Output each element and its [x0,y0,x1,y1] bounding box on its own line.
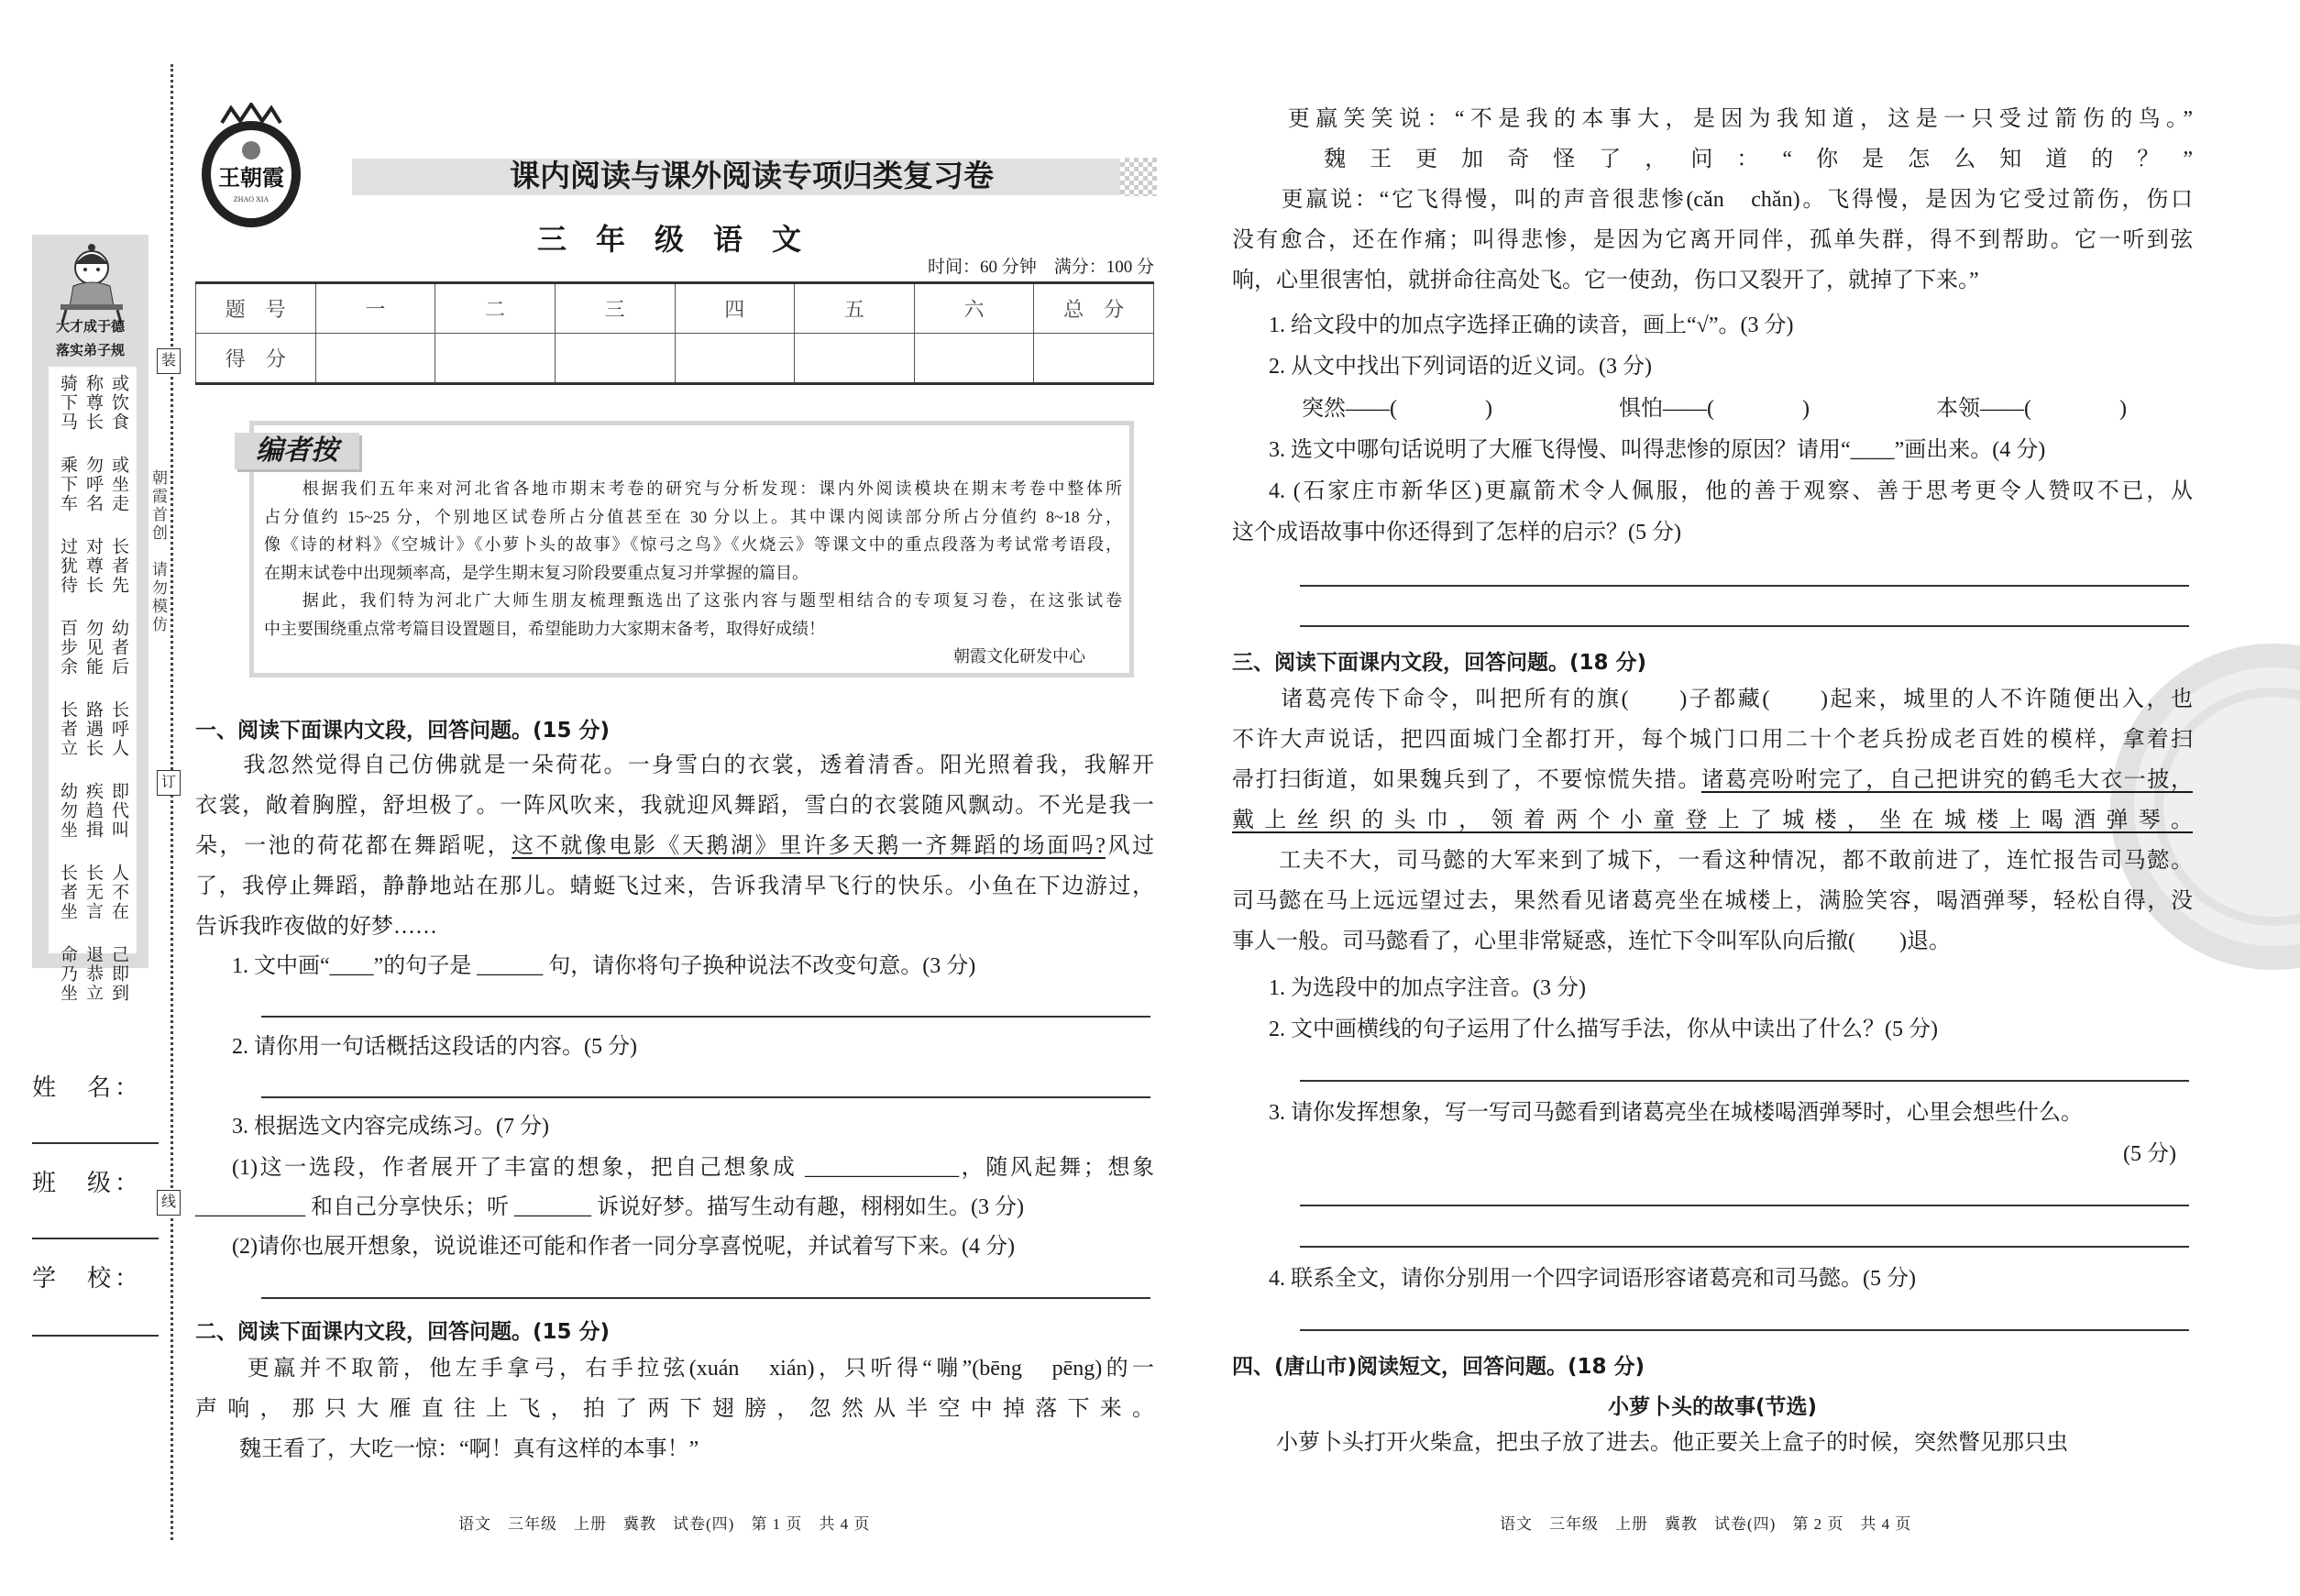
passage-line: 工夫不大，司马懿的大军来到了城下，一看这种情况，都不敢前进了，连忙报告司马懿。 [1232,849,2193,873]
question-1-2: 2. 请你用一句话概括这段话的内容。(5 分) [232,1035,637,1059]
question-2-2: 2. 从文中找出下列词语的近义词。(3 分) [1269,355,1652,379]
section-1-passage [195,745,1154,947]
passage-line [1232,800,2193,841]
rule-block [54,945,131,1003]
story-title: 小萝卜头的故事(节选) [1607,1395,1818,1419]
svg-text:ZHAO XIA: ZHAO XIA [233,195,270,204]
table-cell: 三 [555,283,675,334]
school-label: 学 校： [32,1265,143,1292]
section-4-passage [1232,1423,2193,1463]
section-1-heading: 一、阅读下面课内文段，回答问题。(15 分) [195,719,611,743]
table-cell: 得 分 [196,334,316,384]
rule-phrase: 命乃坐 [58,945,77,1003]
question-3-2: 2. 文中画横线的句子运用了什么描写手法，你从中读出了什么？(5 分) [1269,1018,1938,1041]
rule-phrase: 人不在 [109,864,128,921]
score-cell[interactable] [555,334,675,384]
answer-line[interactable] [1300,1246,2189,1248]
synonym-blank[interactable]: 本领——( ) [1936,397,2127,421]
rule-phrase: 或饮食 [109,374,128,432]
editor-note-tab: 编者按 [235,433,359,469]
rule-phrase: 长无言 [83,864,103,921]
answer-line[interactable] [1300,1329,2189,1331]
rule-phrase: 长者立 [58,700,77,758]
binding-dotted-line [171,64,173,1540]
passage-text: 帚打扫街道，如果魏兵到了，不要惊慌失措。 [1232,768,1701,792]
question-3-1: 1. 为选段中的加点字注音。(3 分) [1269,976,1586,1000]
table-cell: 一 [315,283,435,334]
answer-line[interactable] [1300,1080,2189,1082]
rule-phrase: 骑下马 [58,374,77,432]
rule-phrase: 勿见能 [83,619,103,677]
section-3-heading: 三、阅读下面课内文段，回答问题。(18 分) [1232,651,1647,675]
passage-line: 衣裳，敞着胸膛，舒坦极了。一阵风吹来，我就迎风舞蹈，雪白的衣裳随风飘动。不光是我一 [195,794,1154,818]
name-label: 姓 名： [32,1074,143,1101]
section-2-passage [195,1348,1154,1469]
binding-mark: 线 [157,1190,181,1216]
table-cell: 六 [914,283,1034,334]
answer-line[interactable] [1300,1205,2189,1206]
rule-phrase: 长者先 [109,537,128,595]
section-4-heading: 四、(唐山市)阅读短文，回答问题。(18 分) [1232,1355,1645,1379]
passage-line: 响，心里很害怕，就拼命往高处飞。它一使劲，伤口又裂开了，就掉了下来。” [1232,269,1979,292]
passage-text: 朵，一池的荷花都在舞蹈呢， [195,834,512,858]
note-signature: 朝霞文化研发中心 [953,647,1085,666]
passage-line: 小萝卜头打开火柴盒，把虫子放了进去。他正要关上盒子的时候，突然瞥见那只虫 [1232,1431,2068,1455]
passage-line: 告诉我昨夜做的好梦…… [195,915,437,939]
passage-line: 更羸并不取箭，他左手拿弓，右手拉弦(xuán xián)，只听得“嘣”(bēng pēng)的一 [195,1357,1154,1381]
rule-block [54,456,131,513]
svg-text:王朝霞: 王朝霞 [218,167,284,191]
score-cell[interactable] [675,334,795,384]
class-label: 班 级： [32,1170,143,1196]
rule-phrase: 幼勿坐 [58,782,77,840]
name-input-line[interactable] [32,1142,159,1144]
rule-phrase: 百步余 [58,619,77,677]
rule-phrase: 路遇长 [83,700,103,758]
page-footer-2: 语文 三年级 上册 冀教 试卷(四) 第 2 页 共 4 页 [1500,1515,1912,1533]
motto-line: 大才成于德 [55,318,125,335]
question-2-1: 1. 给文段中的加点字选择正确的读音，画上“√”。(3 分) [1269,314,1794,337]
binding-mark: 装 [157,348,181,374]
question-1-3-part-1-cont: __________ 和自己分享快乐；听 _______ 诉说好梦。描写生动有趣，栩栩如生。(3 分) [195,1195,1024,1219]
rule-phrase: 长者坐 [58,864,77,921]
question-1-3: 3. 根据选文内容完成练习。(7 分) [232,1115,549,1139]
table-cell: 四 [675,283,795,334]
score-table [195,281,1154,385]
answer-line[interactable] [261,1016,1150,1018]
question-1-3-part-2: (2)请你也展开想象，说说谁还可能和作者一同分享喜悦呢，并试着写下来。(4 分) [232,1235,1015,1259]
rule-phrase: 乘下车 [58,456,77,513]
paper-title: 课内阅读与课外阅读专项归类复习卷 [510,158,994,193]
table-row [196,334,1154,384]
question-2-4: 4. (石家庄市新华区)更羸箭术令人佩服，他的善于观察、善于思考更令人赞叹不已，从 [1269,479,2193,503]
binding-mark: 订 [157,770,181,796]
table-row [196,283,1154,334]
answer-line[interactable] [1300,585,2189,587]
table-cell: 题 号 [196,283,316,334]
dizigui-rules [49,367,137,1003]
score-cell[interactable] [435,334,556,384]
rule-phrase: 退恭立 [83,945,103,1003]
passage-line [1232,760,2193,800]
question-2-3: 3. 选文中哪句话说明了大雁飞得慢、叫得悲惨的原因？请用“____”画出来。(4 分) [1269,438,2046,462]
passage-line: 更羸笑笑说：“不是我的本事大，是因为我知道，这是一只受过箭伤的鸟。” [1232,107,2193,131]
answer-line[interactable] [261,1297,1150,1299]
rule-phrase: 对尊长 [83,537,103,595]
rule-block [54,374,131,432]
rule-phrase: 疾趋揖 [83,782,103,840]
class-input-line[interactable] [32,1238,159,1239]
publisher-logo [194,103,308,231]
rule-phrase: 或坐走 [109,456,128,513]
passage-line: 魏王看了，大吃一惊：“啊！真有这样的本事！” [195,1437,699,1461]
rule-phrase: 即代叫 [109,782,128,840]
section-3-passage [1232,679,2193,962]
table-cell: 五 [795,283,915,334]
rule-phrase: 勿呼名 [83,456,103,513]
rule-phrase: 幼者后 [109,619,128,677]
rule-block [54,619,131,677]
note-line: 中主要围绕重点常考篇目设置题目，希望能助力大家期末备考，取得好成绩！ [264,619,825,638]
question-2-4-cont: 这个成语故事中你还得到了怎样的启示？(5 分) [1232,521,1681,545]
exam-time-info: 时间：60 分钟 满分：100 分 [927,258,1154,277]
synonym-row [1302,389,2127,429]
question-3-4: 4. 联系全文，请你分别用一个四字词语形容诸葛亮和司马懿。(5 分) [1269,1267,1916,1291]
editor-note-body [264,475,1122,671]
section-2-heading: 二、阅读下面课内文段，回答问题。(15 分) [195,1320,611,1344]
passage-line: 事人一般。司马懿看了，心里非常疑惑，连忙下令叫军队向后撤( )退。 [1232,930,1951,953]
rule-phrase: 己即到 [109,945,128,1003]
passage-line: 诸葛亮传下命令，叫把所有的旗( )子都藏( )起来，城里的人不许随便出入，也 [1232,688,2193,711]
underlined-sentence: 诸葛亮吩咐完了，自己把讲究的鹤毛大衣一披， [1701,768,2193,792]
passage-line: 没有愈合，还在作痛；叫得悲惨，是因为它离开同伴，孤单失群，得不到帮助。它一听到弦 [1232,228,2193,252]
passage-text: 风过 [1105,834,1155,858]
answer-line[interactable] [1300,625,2189,627]
note-line: 据此，我们特为河北广大师生朋友梳理甄选出了这张内容与题型相结合的专项复习卷，在这张试卷 [264,591,1122,610]
passage-line: 不许大声说话，把四面城门全都打开，每个城门口用二十个老兵扮成老百姓的模样，拿着扫 [1232,728,2193,752]
underlined-sentence: 戴上丝织的头巾，领着两个小童登上了城楼，坐在城楼上喝酒弹琴。 [1232,809,2193,832]
question-1-3-part-1: (1)这一选段，作者展开了丰富的想象，把自己想象成 ______________，随风起舞；想象 [232,1156,1154,1180]
passage-line: 魏王更加奇怪了，问：“你是怎么知道的？” [1232,148,2193,171]
rule-block [54,537,131,595]
rule-block [54,864,131,921]
rule-phrase: 称尊长 [83,374,103,432]
motto-line: 落实弟子规 [55,342,125,358]
subject-title: 三 年 级 语 文 [536,223,812,256]
passage-line [195,826,1154,866]
underlined-sentence: 这不就像电影《天鹅湖》里许多天鹅一齐舞蹈的场面吗? [512,834,1106,858]
note-line: 在期末试卷中出现频率高，是学生期末复习阶段要重点复习并掌握的篇目。 [264,563,809,582]
rule-block [54,700,131,758]
synonym-blank[interactable]: 突然——( ) [1302,397,1492,421]
section-2-passage-cont [1232,99,2193,301]
question-3-3-score: (5 分) [2123,1142,2176,1166]
passage-line: 更羸说：“它飞得慢，叫的声音很悲惨(cǎn chǎn)。飞得慢，是因为它受过箭伤，伤口 [1232,188,2193,212]
rule-phrase: 过犹待 [58,537,77,595]
passage-line: 司马懿在马上远远望过去，果然看见诸葛亮坐在城楼上，满脸笑容，喝酒弹琴，轻松自得，没 [1232,889,2193,913]
rule-phrase: 长呼人 [109,700,128,758]
synonym-blank[interactable]: 惧怕——( ) [1619,397,1810,421]
score-cell[interactable] [315,334,435,384]
note-line: 像《诗的材料》《空城计》《小萝卜头的故事》《惊弓之鸟》《火烧云》等课文中的重点段落为考试常考语段， [264,535,1122,554]
note-line: 占分值约 15~25 分，个别地区试卷所占分值甚至在 30 分以上。其中课内阅读部分所占分值约 8~18 分， [264,507,1122,526]
answer-line[interactable] [261,1096,1150,1098]
page-footer-1: 语文 三年级 上册 冀教 试卷(四) 第 1 页 共 4 页 [458,1515,871,1533]
student-cartoon-icon [53,240,130,323]
passage-line: 了，我停止舞蹈，静静地站在那儿。蜻蜓飞过来，告诉我清早飞行的快乐。小鱼在下边游过， [195,875,1154,898]
rule-block [54,782,131,840]
table-cell: 二 [435,283,556,334]
score-cell[interactable] [914,334,1034,384]
table-cell: 总 分 [1034,283,1154,334]
school-input-line[interactable] [32,1335,159,1337]
passage-line: 我忽然觉得自己仿佛就是一朵荷花。一身雪白的衣裳，透着清香。阳光照着我，我解开 [195,754,1154,777]
question-3-3: 3. 请你发挥想象，写一写司马懿看到诸葛亮坐在城楼喝酒弹琴时，心里会想些什么。 [1269,1101,2083,1125]
score-cell[interactable] [795,334,915,384]
note-line: 根据我们五年来对河北省各地市期末考卷的研究与分析发现：课内外阅读模块在期末考卷中整体所 [264,479,1122,498]
score-cell[interactable] [1034,334,1154,384]
copyright-notice: 朝霞首创 请勿模仿 [149,469,167,634]
question-1-1: 1. 文中画“____”的句子是 ______ 句，请你将句子换种说法不改变句意。(3 分) [232,954,976,978]
passage-line: 声响，那只大雁直往上飞，拍了两下翅膀，忽然从半空中掉落下来。 [195,1397,1154,1421]
